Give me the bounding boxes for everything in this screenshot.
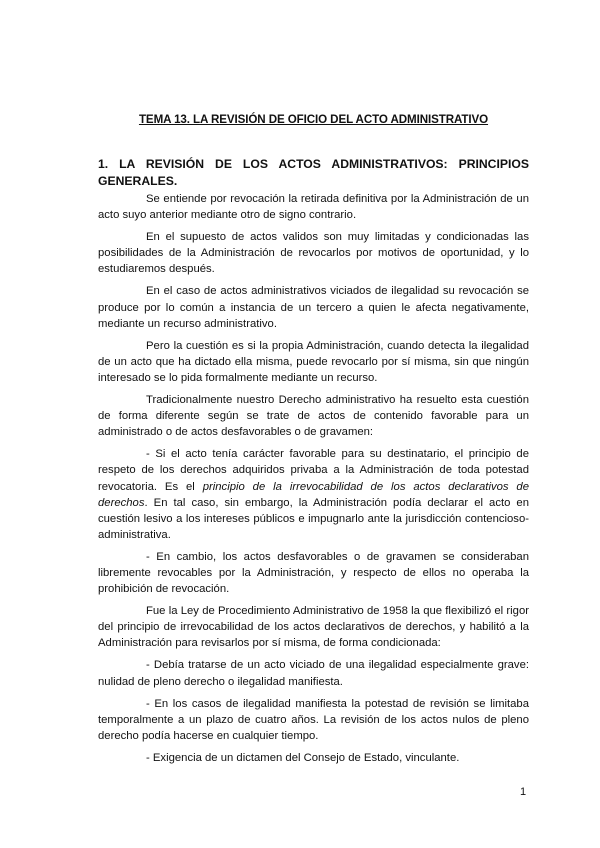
document-body xyxy=(98,191,529,772)
paragraph: Se entiende por revocación la retirada definitiva por la Administración de un acto suyo anterior mediante otro de signo contrario. xyxy=(98,193,529,222)
italic-principle: principio de la irrevocabilidad de los actos declarativos de derechos xyxy=(98,480,530,509)
paragraph: - En los casos de ilegalidad manifiesta la potestad de revisión se limitaba temporalmente a un plazo de cuatro años. La revisión de los actos nulos de pleno derecho podía hacerse en cualquier tiempo. xyxy=(98,697,529,742)
page-number: 1 xyxy=(520,786,527,798)
paragraph: En el supuesto de actos validos son muy limitadas y condicionadas las posibilidades de la Administración de revocarlos por motivos de oportunidad, y lo estudiaremos después. xyxy=(98,231,529,276)
paragraph: - En cambio, los actos desfavorables o de gravamen se consideraban libremente revocables por la Administración, y respecto de ellos no operaba la prohibición de revocación. xyxy=(98,550,529,596)
paragraph: - Debía tratarse de un acto viciado de una ilegalidad especialmente grave: nulidad de pleno derecho o ilegalidad manifiesta. xyxy=(98,659,529,688)
paragraph: Fue la Ley de Procedimiento Administrativo de 1958 la que flexibilizó el rigor del principio de irrevocabilidad de los actos declarativos de derechos, y habilitó a la Administración para revisarlos por sí misma, de forma condicionada: xyxy=(98,605,529,650)
paragraph: - Exigencia de un dictamen del Consejo de Estado, vinculante. xyxy=(146,751,460,764)
paragraph xyxy=(98,446,529,543)
paragraph-text: . En tal caso, sin embargo, la Administración podía declarar el acto en cuestión lesivo a los intereses públicos e impugnarlo ante la jurisdicción contencioso-administrativa. xyxy=(98,496,529,541)
section-heading: 1. LA REVISIÓN DE LOS ACTOS ADMINISTRATIVOS: PRINCIPIOS GENERALES. xyxy=(98,157,529,188)
paragraph: Tradicionalmente nuestro Derecho administrativo ha resuelto esta cuestión de forma diferente según se trate de actos de contenido favorable para un administrado o de actos desfavorables o de gravamen: xyxy=(98,394,529,439)
document-title: TEMA 13. LA REVISIÓN DE OFICIO DEL ACTO ADMINISTRATIVO xyxy=(138,113,489,126)
paragraph-text: - Si el acto tenía carácter favorable para su destinatario, el principio de respeto de los derechos adquiridos privaba a la Administración de toda potestad revocatoria. Es el xyxy=(98,448,529,493)
paragraph: En el caso de actos administrativos viciados de ilegalidad su revocación se produce por lo común a instancia de un tercero a quien le afecta negativamente, mediante un recurso administrativo. xyxy=(98,285,529,330)
paragraph: Pero la cuestión es si la propia Administración, cuando detecta la ilegalidad de un acto que ha dictado ella misma, puede revocarlo por sí misma, sin que ningún interesado se lo pida formalmente mediante un recurso. xyxy=(98,339,529,384)
